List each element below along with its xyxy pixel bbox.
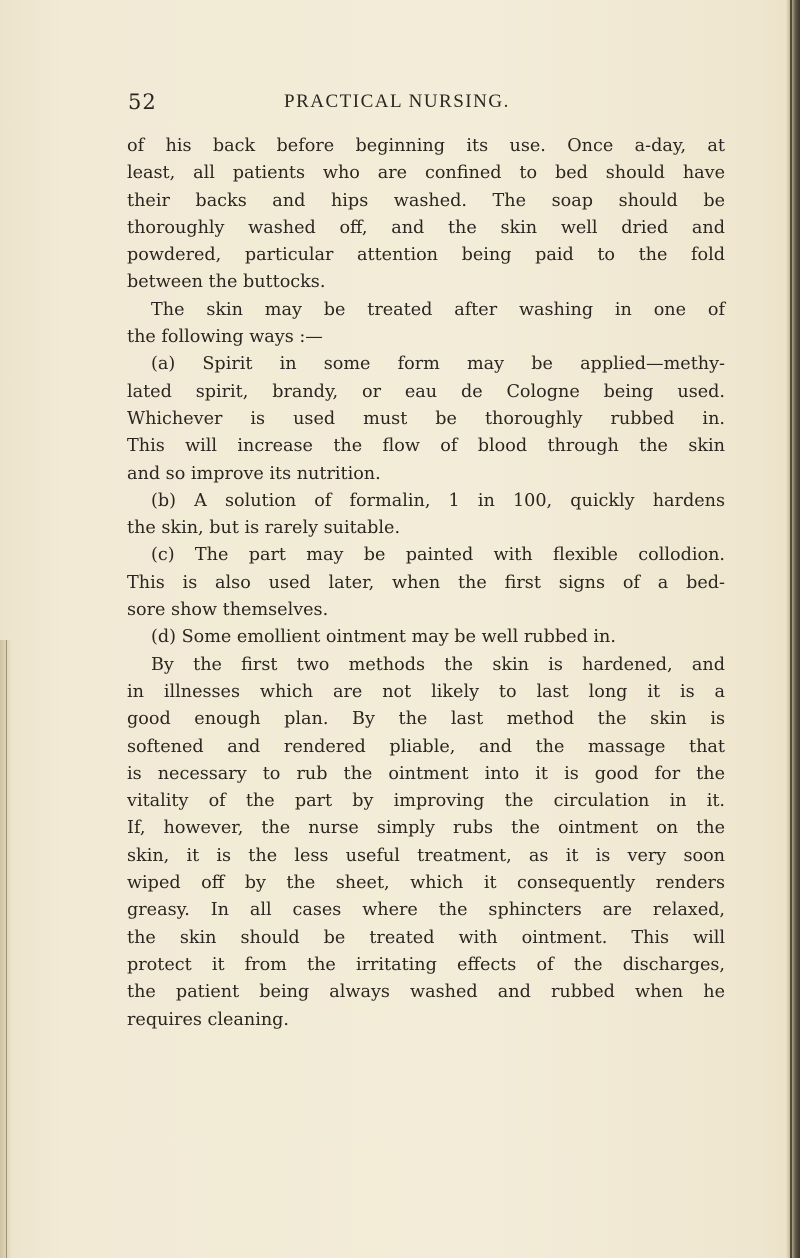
page-header (128, 90, 728, 122)
right-page-edge-shadow (786, 0, 800, 1258)
body-text (127, 133, 725, 1034)
text-line: This is also used later, when the first signs of a bed- (127, 572, 725, 593)
text-line: of his back before beginning its use. Once a-day, at (127, 136, 725, 156)
text-line: (b) A solution of formalin, 1 in 100, quickly hardens (151, 490, 725, 511)
text-line: the skin should be treated with ointment. This will (127, 927, 725, 948)
text-line: is necessary to rub the ointment into it is good for the (127, 763, 725, 784)
text-line: By the first two methods the skin is hardened, and (151, 654, 725, 675)
text-line: The skin may be treated after washing in one of (151, 299, 725, 320)
text-line: (d) Some emollient ointment may be well rubbed in. (151, 627, 616, 648)
text-line: This will increase the flow of blood through the skin (127, 436, 725, 457)
running-head: PRACTICAL NURSING. (284, 91, 510, 112)
text-line: (c) The part may be painted with flexible collodion. (151, 545, 725, 566)
text-line: powdered, particular attention being paid to the fold (127, 245, 725, 266)
text-line: the skin, but is rarely suitable. (127, 518, 401, 539)
text-line: lated spirit, brandy, or eau de Cologne being used. (127, 381, 725, 402)
text-line: their backs and hips washed. The soap should be (127, 190, 725, 211)
text-line: Whichever is used must be thoroughly rubbed in. (127, 408, 725, 429)
text-line: least, all patients who are confined to bed should have (127, 163, 725, 184)
text-line: and so improve its nutrition. (127, 463, 381, 484)
text-line: in illnesses which are not likely to last long it is a (127, 681, 725, 702)
text-line: protect it from the irritating effects of the discharges, (127, 954, 725, 975)
left-page-edge-line (6, 640, 7, 1258)
text-line: greasy. In all cases where the sphincters are relaxed, (127, 900, 725, 921)
text-line: the following ways :— (127, 327, 323, 348)
text-line: wiped off by the sheet, which it consequently renders (127, 873, 725, 894)
text-line: softened and rendered pliable, and the massage that (127, 736, 725, 757)
text-line: between the buttocks. (127, 272, 326, 293)
text-line: good enough plan. By the last method the skin is (127, 709, 725, 730)
page-number: 52 (128, 90, 157, 114)
text-line: the patient being always washed and rubbed when he (127, 982, 725, 1003)
text-line: requires cleaning. (127, 1009, 290, 1030)
text-line: sore show themselves. (127, 600, 329, 621)
text-line: skin, it is the less useful treatment, as it is very soon (127, 845, 725, 866)
right-page-edge-line (790, 0, 792, 1258)
text-line: (a) Spirit in some form may be applied—methy- (151, 354, 725, 375)
text-line: vitality of the part by improving the circulation in it. (127, 791, 725, 812)
text-line: thoroughly washed off, and the skin well dried and (127, 217, 725, 238)
text-line: If, however, the nurse simply rubs the ointment on the (127, 818, 725, 839)
